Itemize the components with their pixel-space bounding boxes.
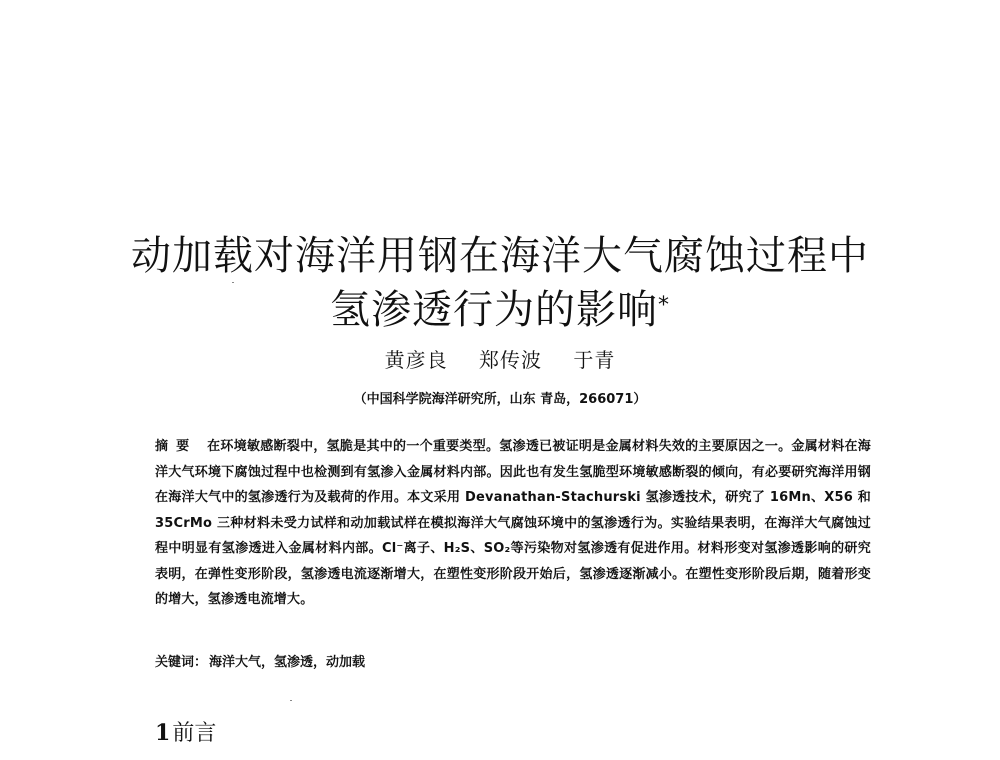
section-number: 1 <box>155 720 171 746</box>
scan-speck <box>232 282 234 283</box>
keywords-label: 关键词： <box>155 655 208 670</box>
paper-title-line-2 <box>0 286 1000 334</box>
author-name: 于青 <box>573 348 616 372</box>
author-name: 郑传波 <box>479 348 542 372</box>
paper-title-line-1: 动加载对海洋用钢在海洋大气腐蚀过程中 <box>131 233 869 279</box>
paper-title-text: 氢渗透行为的影响 <box>330 287 658 333</box>
section-title: 前言 <box>172 721 217 746</box>
abstract <box>155 434 871 613</box>
keywords-text: 海洋大气，氢渗透，动加载 <box>209 655 366 670</box>
scan-speck <box>290 700 292 701</box>
keywords <box>155 652 871 674</box>
abstract-label: 摘要 <box>155 439 198 454</box>
author-list <box>0 346 1000 374</box>
section-heading <box>155 718 216 749</box>
title-footnote-mark: * <box>658 293 670 318</box>
affiliation: （中国科学院海洋研究所，山东 青岛，266071） <box>353 392 647 407</box>
abstract-text: 在环境敏感断裂中，氢脆是其中的一个重要类型。氢渗透已被证明是金属材料失效的主要原因之一。金属材料在海洋大气环境下腐蚀过程中也检测到有氢渗入金属材料内部。因此也有发生氢脆型环境敏感断裂的倾向，有必要研究海洋用钢在海洋大气中的氢渗透行为及载荷的作用。本文采用 Devanathan-Stachurski 氢渗透技术，研究了 16Mn、X56 和 35CrMo 三种材料未受力试样和动加载试样在模拟海洋大气腐蚀环境中的氢渗透行为。实验结果表明，在海洋大气腐蚀过程中明显有氢渗透进入金属材料内部。Cl⁻离子、H₂S、SO₂等污染物对氢渗透有促进作用。材料形变对氢渗透影响的研究表明，在弹性变形阶段，氢渗透电流逐渐增大，在塑性变形阶段开始后，氢渗透逐渐减小。在塑性变形阶段后期，随着形变的增大，氢渗透电流增大。 <box>155 439 871 607</box>
author-name: 黄彦良 <box>384 348 448 372</box>
